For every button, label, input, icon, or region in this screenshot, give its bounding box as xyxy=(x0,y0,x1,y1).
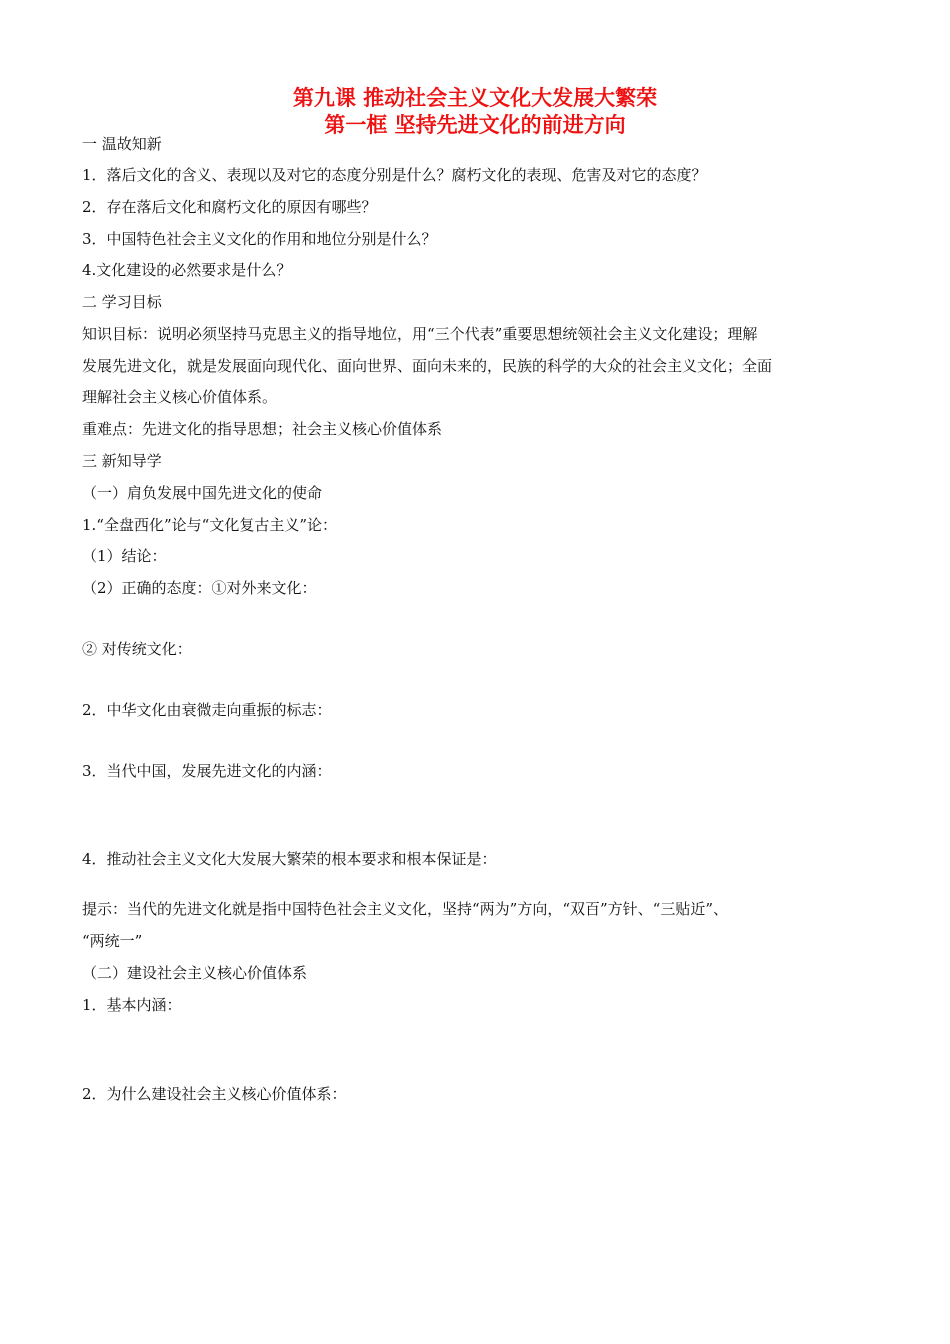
item-1-1: （1）结论： xyxy=(82,547,167,565)
subheading-1: （一）肩负发展中国先进文化的使命 xyxy=(82,484,323,502)
question-1: 1．落后文化的含义、表现以及对它的态度分别是什么？腐朽文化的表现、危害及对它的态度？ xyxy=(82,166,707,184)
knowledge-goal-line-1: 知识目标：说明必须坚持马克思主义的指导地位，用“三个代表”重要思想统领社会主义文化建设；理解 xyxy=(82,325,758,343)
heading-goals: 二 学习目标 xyxy=(82,293,162,311)
heading-new-knowledge: 三 新知导学 xyxy=(82,452,162,470)
item-3: 3．当代中国，发展先进文化的内涵： xyxy=(82,762,332,780)
item-1-2: （2）正确的态度：①对外来文化： xyxy=(82,579,317,597)
knowledge-goal-line-2: 发展先进文化，就是发展面向现代化、面向世界、面向未来的，民族的科学的大众的社会主义文化；全面 xyxy=(82,357,773,375)
question-3: 3．中国特色社会主义文化的作用和地位分别是什么？ xyxy=(82,230,437,248)
subheading-2: （二）建设社会主义核心价值体系 xyxy=(82,964,308,982)
key-points: 重难点：先进文化的指导思想；社会主义核心价值体系 xyxy=(82,420,443,438)
item-4: 4．推动社会主义文化大发展大繁荣的根本要求和根本保证是： xyxy=(82,850,497,868)
item-6: 2．为什么建设社会主义核心价值体系： xyxy=(82,1085,347,1103)
item-2: 2．中华文化由衰微走向重振的标志： xyxy=(82,701,332,719)
item-1: 1.“全盘西化”论与“文化复古主义”论： xyxy=(82,516,337,534)
section-title: 第一框 坚持先进文化的前进方向 xyxy=(324,113,626,137)
item-5: 1．基本内涵： xyxy=(82,996,182,1014)
knowledge-goal-line-3: 理解社会主义核心价值体系。 xyxy=(82,388,278,406)
question-2: 2．存在落后文化和腐朽文化的原因有哪些？ xyxy=(82,198,377,216)
item-1-2b: ② 对传统文化： xyxy=(82,640,192,658)
lesson-title: 第九课 推动社会主义文化大发展大繁荣 xyxy=(292,86,658,110)
hint-line-2: “两统一” xyxy=(82,932,143,950)
heading-review: 一 温故知新 xyxy=(82,135,162,153)
hint-line-1: 提示：当代的先进文化就是指中国特色社会主义文化，坚持“两为”方向，“双百”方针、“三贴近”、 xyxy=(82,900,729,918)
question-4: 4.文化建设的必然要求是什么？ xyxy=(82,261,292,279)
